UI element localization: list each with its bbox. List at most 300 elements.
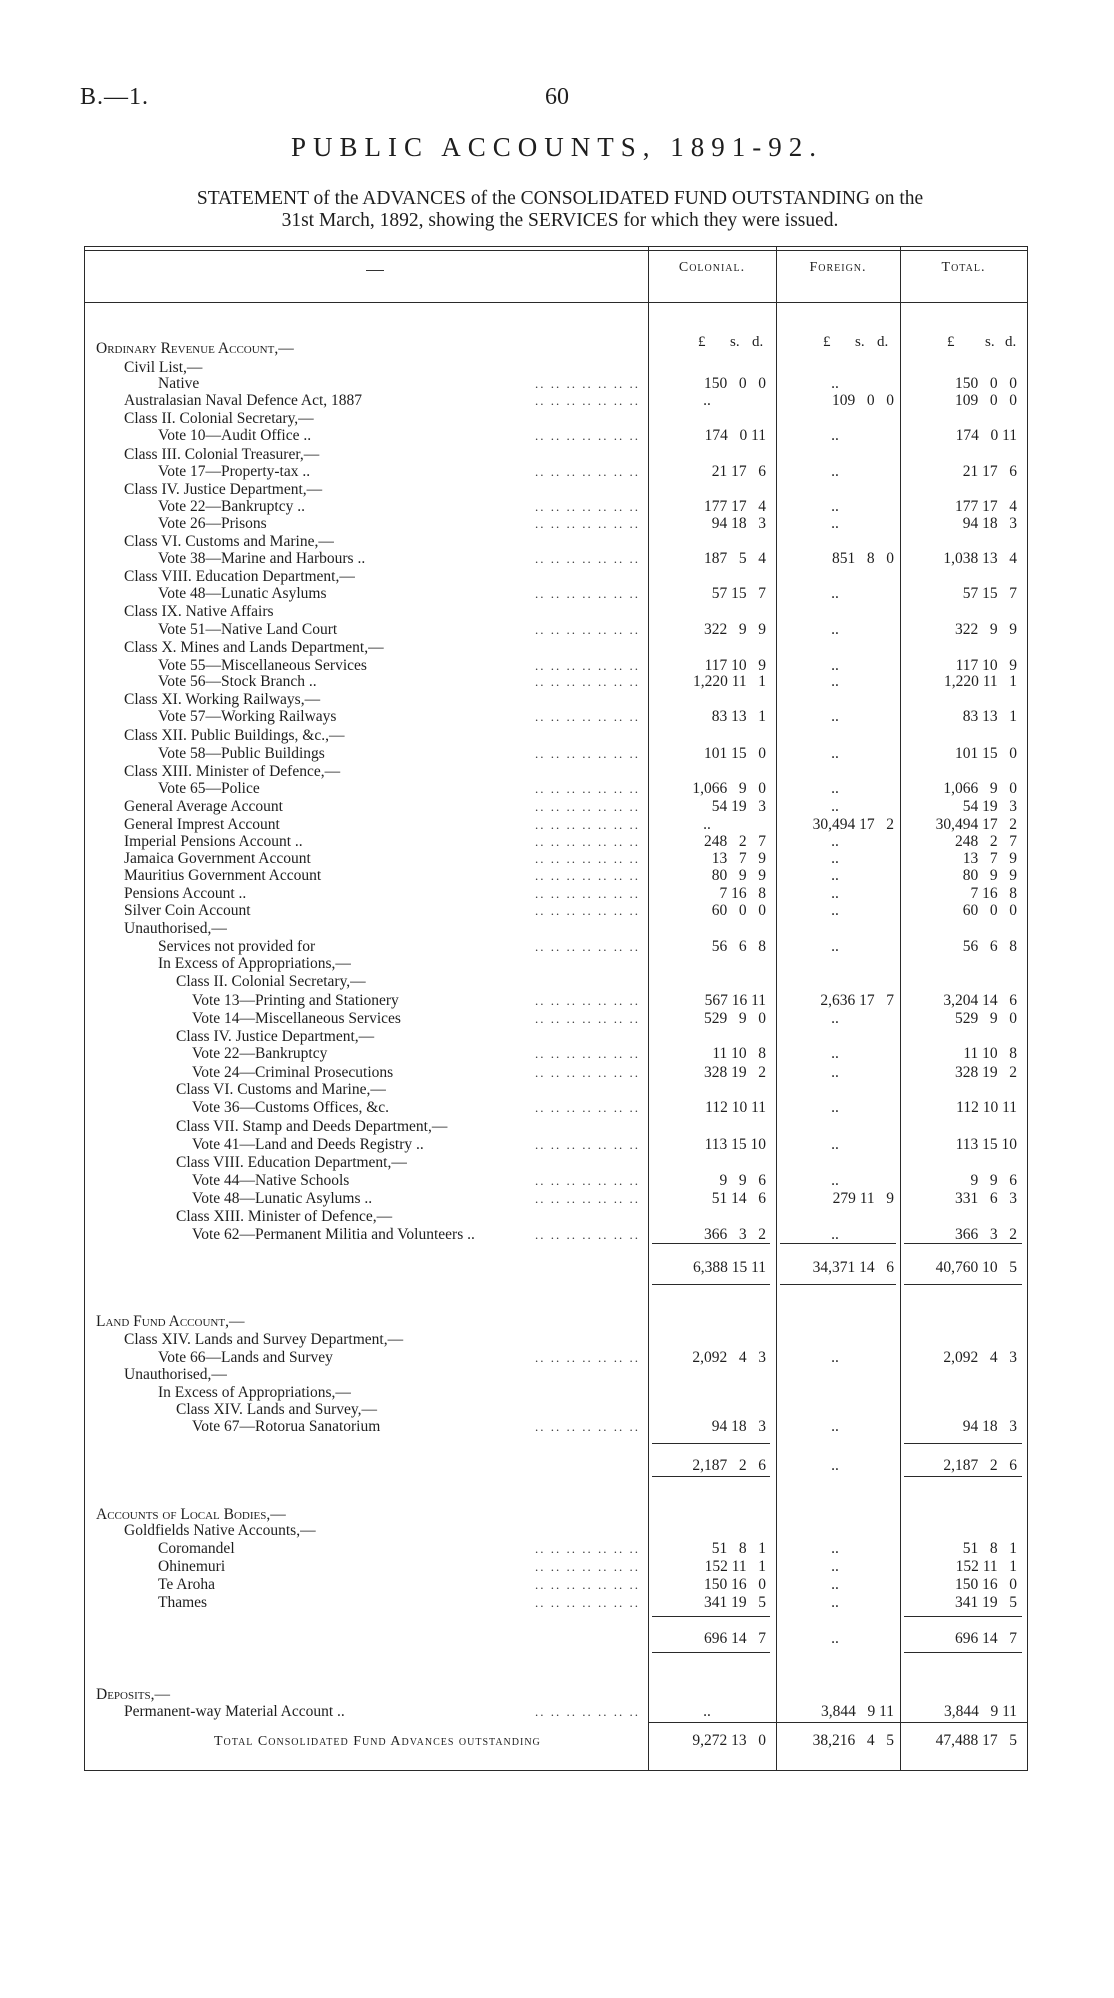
row-label: Goldfields Native Accounts,— bbox=[124, 1522, 316, 1539]
row-label: Civil List,— bbox=[124, 359, 203, 376]
row-label: Vote 24—Criminal Prosecutions bbox=[192, 1064, 394, 1081]
grand-total-rule bbox=[648, 1722, 1028, 1723]
row-label: Class X. Mines and Lands Department,— bbox=[124, 639, 384, 656]
unit-pence: d. bbox=[1005, 334, 1017, 350]
table-row bbox=[0, 727, 1114, 745]
table-row bbox=[0, 1594, 1114, 1612]
amount-colonial: 150 0 0 bbox=[704, 375, 766, 392]
amount-colonial: 567 16 11 bbox=[704, 992, 766, 1009]
amount-colonial: 1,220 11 1 bbox=[692, 673, 766, 690]
statement-heading-line-1: STATEMENT of the ADVANCES of the CONSOLIDATED FUND OUTSTANDING on the bbox=[196, 188, 924, 209]
table-row bbox=[0, 568, 1114, 586]
amount-colonial: 54 19 3 bbox=[711, 798, 766, 815]
row-label: Vote 67—Rotorua Sanatorium bbox=[192, 1418, 381, 1435]
subtotal-rule bbox=[780, 1243, 896, 1244]
subtotal-rule bbox=[652, 1443, 770, 1444]
table-row bbox=[0, 816, 1114, 834]
amount-colonial: 6,388 15 11 bbox=[692, 1259, 766, 1276]
dot-leader: .. .. .. .. .. .. .. bbox=[535, 1137, 640, 1152]
row-label: Class IV. Justice Department,— bbox=[176, 1028, 375, 1045]
row-label: Class XII. Public Buildings, &c.,— bbox=[124, 727, 345, 744]
amount-foreign: .. bbox=[831, 1045, 839, 1062]
amount-foreign: .. bbox=[831, 780, 839, 797]
dot-leader: .. .. .. .. .. .. .. bbox=[535, 658, 640, 673]
subtotal-rule bbox=[904, 1652, 1022, 1653]
amount-total: 54 19 3 bbox=[962, 798, 1017, 815]
amount-total: 150 16 0 bbox=[955, 1576, 1017, 1593]
unit-shillings: s. bbox=[985, 334, 995, 350]
row-label: Jamaica Government Account bbox=[124, 850, 311, 867]
table-row bbox=[0, 867, 1114, 885]
row-label: Vote 14—Miscellaneous Services bbox=[192, 1010, 401, 1027]
dot-leader: .. .. .. .. .. .. .. bbox=[535, 1011, 640, 1026]
amount-colonial: 174 0 11 bbox=[704, 427, 766, 444]
amount-total: 529 9 0 bbox=[955, 1010, 1017, 1027]
table-row bbox=[0, 585, 1114, 603]
amount-total: 113 15 10 bbox=[955, 1136, 1017, 1153]
subtotal-rule bbox=[652, 1243, 770, 1244]
amount-foreign: .. bbox=[831, 1457, 839, 1474]
dot-leader: .. .. .. .. .. .. .. bbox=[535, 886, 640, 901]
amount-colonial: 1,066 9 0 bbox=[692, 780, 766, 797]
table-row bbox=[0, 1154, 1114, 1172]
amount-total: 56 6 8 bbox=[962, 938, 1017, 955]
dot-leader: .. .. .. .. .. .. .. bbox=[535, 993, 640, 1008]
amount-colonial: 177 17 4 bbox=[704, 498, 766, 515]
subtotal-row bbox=[0, 1630, 1114, 1648]
amount-foreign: .. bbox=[831, 1558, 839, 1575]
amount-foreign: .. bbox=[831, 798, 839, 815]
amount-foreign: .. bbox=[831, 867, 839, 884]
amount-colonial: 529 9 0 bbox=[704, 1010, 766, 1027]
amount-total: 150 0 0 bbox=[955, 375, 1017, 392]
amount-colonial: 9 9 6 bbox=[719, 1172, 766, 1189]
subtotal-rule bbox=[904, 1476, 1022, 1477]
row-label: Silver Coin Account bbox=[124, 902, 251, 919]
amount-total: 80 9 9 bbox=[962, 867, 1017, 884]
table-row bbox=[0, 533, 1114, 551]
amount-total: 328 19 2 bbox=[955, 1064, 1017, 1081]
amount-total: 83 13 1 bbox=[962, 708, 1017, 725]
table-row bbox=[0, 427, 1114, 445]
unit-shillings: s. bbox=[730, 334, 740, 350]
table-row bbox=[0, 1010, 1114, 1028]
amount-colonial: 7 16 8 bbox=[719, 885, 766, 902]
dot-leader: .. .. .. .. .. .. .. bbox=[535, 1350, 640, 1365]
subtotal-rule bbox=[780, 1284, 896, 1285]
table-row bbox=[0, 920, 1114, 938]
table-row bbox=[0, 955, 1114, 973]
row-label: Class III. Colonial Treasurer,— bbox=[124, 446, 320, 463]
row-label: General Average Account bbox=[124, 798, 283, 815]
amount-total: 7 16 8 bbox=[970, 885, 1017, 902]
subtotal-rule bbox=[652, 1476, 770, 1477]
row-label: Vote 62—Permanent Militia and Volunteers .. bbox=[192, 1226, 475, 1243]
row-label: Thames bbox=[158, 1594, 208, 1611]
table-row bbox=[0, 1558, 1114, 1576]
table-row bbox=[0, 340, 1114, 358]
row-label: In Excess of Appropriations,— bbox=[158, 1384, 351, 1401]
amount-total: 94 18 3 bbox=[962, 515, 1017, 532]
amount-total: 117 10 9 bbox=[955, 657, 1017, 674]
amount-foreign: .. bbox=[831, 515, 839, 532]
row-label: Vote 38—Marine and Harbours .. bbox=[158, 550, 366, 567]
row-label: Coromandel bbox=[158, 1540, 235, 1557]
row-label: Class XI. Working Railways,— bbox=[124, 691, 321, 708]
table-row bbox=[0, 463, 1114, 481]
table-row bbox=[0, 1045, 1114, 1063]
row-label: Vote 36—Customs Offices, &c. bbox=[192, 1099, 390, 1116]
table-row bbox=[0, 392, 1114, 410]
table-row bbox=[0, 1118, 1114, 1136]
table-row bbox=[0, 1136, 1114, 1154]
table-row bbox=[0, 639, 1114, 657]
amount-foreign: .. bbox=[831, 498, 839, 515]
table-row bbox=[0, 1028, 1114, 1046]
amount-total: 3,204 14 6 bbox=[943, 992, 1017, 1009]
amount-total: 1,066 9 0 bbox=[943, 780, 1017, 797]
table-row bbox=[0, 1081, 1114, 1099]
row-label: Australasian Naval Defence Act, 1887 bbox=[124, 392, 363, 409]
amount-colonial: .. bbox=[703, 392, 711, 409]
row-label: Class XIV. Lands and Survey,— bbox=[176, 1401, 378, 1418]
dot-leader: .. .. .. .. .. .. .. bbox=[535, 709, 640, 724]
amount-total: 112 10 11 bbox=[956, 1099, 1017, 1116]
dot-leader: .. .. .. .. .. .. .. bbox=[535, 834, 640, 849]
amount-total: 696 14 7 bbox=[955, 1630, 1017, 1647]
table-row bbox=[0, 621, 1114, 639]
table-row bbox=[0, 708, 1114, 726]
amount-foreign: 30,494 17 2 bbox=[812, 816, 894, 833]
amount-foreign: .. bbox=[831, 850, 839, 867]
table-row bbox=[0, 673, 1114, 691]
dot-leader: .. .. .. .. .. .. .. bbox=[535, 799, 640, 814]
amount-colonial: 11 10 8 bbox=[712, 1045, 766, 1062]
unit-pound: £ bbox=[698, 334, 706, 350]
table-row bbox=[0, 1190, 1114, 1208]
section-heading: Deposits,— bbox=[96, 1686, 170, 1703]
amount-colonial: 94 18 3 bbox=[711, 515, 766, 532]
dot-leader: .. .. .. .. .. .. .. bbox=[535, 1541, 640, 1556]
amount-colonial: 51 14 6 bbox=[711, 1190, 766, 1207]
row-label: Imperial Pensions Account .. bbox=[124, 833, 303, 850]
dot-leader: .. .. .. .. .. .. .. bbox=[535, 499, 640, 514]
description-header-dash bbox=[366, 270, 384, 271]
unit-pound: £ bbox=[947, 334, 955, 350]
amount-foreign: .. bbox=[831, 1010, 839, 1027]
row-label: Vote 58—Public Buildings bbox=[158, 745, 325, 762]
amount-total: 40,760 10 5 bbox=[935, 1259, 1017, 1276]
table-row bbox=[0, 1226, 1114, 1244]
row-label: Vote 48—Lunatic Asylums .. bbox=[192, 1190, 373, 1207]
table-row bbox=[0, 1540, 1114, 1558]
amount-foreign: .. bbox=[831, 657, 839, 674]
row-label: Pensions Account .. bbox=[124, 885, 247, 902]
amount-colonial: 117 10 9 bbox=[704, 657, 766, 674]
table-row bbox=[0, 1576, 1114, 1594]
row-label: Class XIV. Lands and Survey Department,— bbox=[124, 1331, 404, 1348]
dot-leader: .. .. .. .. .. .. .. bbox=[535, 746, 640, 761]
table-row bbox=[0, 780, 1114, 798]
amount-colonial: 2,187 2 6 bbox=[692, 1457, 766, 1474]
grand-total-row bbox=[0, 1732, 1114, 1750]
row-label: Class II. Colonial Secretary,— bbox=[176, 973, 366, 990]
amount-colonial: 56 6 8 bbox=[711, 938, 766, 955]
row-label: Vote 65—Police bbox=[158, 780, 260, 797]
table-row bbox=[0, 515, 1114, 533]
dot-leader: .. .. .. .. .. .. .. bbox=[535, 393, 640, 408]
dot-leader: .. .. .. .. .. .. .. bbox=[535, 551, 640, 566]
page-title: PUBLIC ACCOUNTS, 1891-92. bbox=[290, 132, 824, 162]
amount-foreign: .. bbox=[831, 621, 839, 638]
amount-total: 30,494 17 2 bbox=[935, 816, 1017, 833]
subtotal-rule bbox=[904, 1284, 1022, 1285]
table-row bbox=[0, 691, 1114, 709]
dot-leader: .. .. .. .. .. .. .. bbox=[535, 1559, 640, 1574]
dot-leader: .. .. .. .. .. .. .. bbox=[535, 516, 640, 531]
unit-shillings: s. bbox=[855, 334, 865, 350]
subtotal-rule bbox=[904, 1443, 1022, 1444]
amount-total: 109 0 0 bbox=[955, 392, 1017, 409]
amount-colonial: .. bbox=[703, 1703, 711, 1720]
amount-total: 11 10 8 bbox=[963, 1045, 1017, 1062]
amount-total: 1,220 11 1 bbox=[943, 673, 1017, 690]
amount-colonial: 328 19 2 bbox=[704, 1064, 766, 1081]
table-row bbox=[0, 833, 1114, 851]
dot-leader: .. .. .. .. .. .. .. bbox=[535, 622, 640, 637]
amount-total: 331 6 3 bbox=[955, 1190, 1017, 1207]
amount-foreign: .. bbox=[831, 938, 839, 955]
section-heading: Accounts of Local Bodies,— bbox=[96, 1506, 286, 1523]
table-row bbox=[0, 973, 1114, 991]
row-label: General Imprest Account bbox=[124, 816, 280, 833]
amount-total: 21 17 6 bbox=[962, 463, 1017, 480]
dot-leader: .. .. .. .. .. .. .. bbox=[535, 1046, 640, 1061]
table-row bbox=[0, 850, 1114, 868]
section-heading: Ordinary Revenue Account,— bbox=[96, 340, 294, 357]
amount-foreign: 109 0 0 bbox=[832, 392, 894, 409]
table-row bbox=[0, 992, 1114, 1010]
amount-foreign: 851 8 0 bbox=[832, 550, 894, 567]
amount-colonial: 83 13 1 bbox=[711, 708, 766, 725]
dot-leader: .. .. .. .. .. .. .. bbox=[535, 1595, 640, 1610]
amount-foreign: .. bbox=[831, 708, 839, 725]
dot-leader: .. .. .. .. .. .. .. bbox=[535, 376, 640, 391]
table-row bbox=[0, 481, 1114, 499]
amount-foreign: .. bbox=[831, 833, 839, 850]
amount-colonial: 51 8 1 bbox=[711, 1540, 766, 1557]
subtotal-rule bbox=[904, 1616, 1022, 1617]
row-label: Vote 48—Lunatic Asylums bbox=[158, 585, 327, 602]
dot-leader: .. .. .. .. .. .. .. bbox=[535, 1577, 640, 1592]
amount-foreign: .. bbox=[831, 745, 839, 762]
amount-total: 322 9 9 bbox=[955, 621, 1017, 638]
row-label: Class XIII. Minister of Defence,— bbox=[176, 1208, 393, 1225]
dot-leader: .. .. .. .. .. .. .. bbox=[535, 674, 640, 689]
dot-leader: .. .. .. .. .. .. .. bbox=[535, 1227, 640, 1242]
subtotal-rule bbox=[652, 1616, 770, 1617]
row-label: Vote 26—Prisons bbox=[158, 515, 267, 532]
amount-total: 152 11 1 bbox=[955, 1558, 1017, 1575]
grand-total-foreign: 38,216 4 5 bbox=[812, 1732, 894, 1749]
table-top-rule bbox=[84, 246, 1028, 247]
table-row bbox=[0, 1349, 1114, 1367]
table-row bbox=[0, 1522, 1114, 1540]
row-label: Vote 44—Native Schools bbox=[192, 1172, 350, 1189]
amount-colonial: 248 2 7 bbox=[704, 833, 766, 850]
table-row bbox=[0, 1366, 1114, 1384]
amount-foreign: .. bbox=[831, 1418, 839, 1435]
table-row bbox=[0, 885, 1114, 903]
amount-total: 3,844 9 11 bbox=[943, 1703, 1017, 1720]
table-row bbox=[0, 1099, 1114, 1117]
report-reference: B.—1. bbox=[80, 84, 150, 110]
table-row bbox=[0, 1703, 1114, 1721]
row-label: Ohinemuri bbox=[158, 1558, 226, 1575]
row-label: Vote 22—Bankruptcy .. bbox=[158, 498, 305, 515]
unit-pence: d. bbox=[752, 334, 764, 350]
grand-total-colonial: 9,272 13 0 bbox=[692, 1732, 766, 1749]
table-row bbox=[0, 938, 1114, 956]
amount-foreign: .. bbox=[831, 427, 839, 444]
row-label: Vote 17—Property-tax .. bbox=[158, 463, 311, 480]
amount-foreign: .. bbox=[831, 585, 839, 602]
row-label: Unauthorised,— bbox=[124, 1366, 227, 1383]
table-row bbox=[0, 798, 1114, 816]
amount-colonial: 187 5 4 bbox=[704, 550, 766, 567]
amount-foreign: .. bbox=[831, 1594, 839, 1611]
amount-colonial: 341 19 5 bbox=[704, 1594, 766, 1611]
amount-colonial: 366 3 2 bbox=[704, 1226, 766, 1243]
row-label: Class II. Colonial Secretary,— bbox=[124, 410, 314, 427]
subtotal-row bbox=[0, 1457, 1114, 1475]
amount-colonial: 152 11 1 bbox=[704, 1558, 766, 1575]
amount-total: 174 0 11 bbox=[955, 427, 1017, 444]
table-row bbox=[0, 902, 1114, 920]
dot-leader: .. .. .. .. .. .. .. bbox=[535, 939, 640, 954]
row-label: Class VIII. Education Department,— bbox=[176, 1154, 407, 1171]
amount-total: 2,092 4 3 bbox=[943, 1349, 1017, 1366]
amount-total: 341 19 5 bbox=[955, 1594, 1017, 1611]
grand-total-label: Total Consolidated Fund Advances outstanding bbox=[214, 1734, 541, 1749]
row-label: Vote 57—Working Railways bbox=[158, 708, 337, 725]
row-label: Vote 66—Lands and Survey bbox=[158, 1349, 333, 1366]
amount-total: 57 15 7 bbox=[962, 585, 1017, 602]
row-label: Unauthorised,— bbox=[124, 920, 227, 937]
table-row bbox=[0, 550, 1114, 568]
table-row bbox=[0, 410, 1114, 428]
section-heading: Land Fund Account,— bbox=[96, 1313, 245, 1330]
table-row bbox=[0, 1401, 1114, 1419]
amount-total: 51 8 1 bbox=[962, 1540, 1017, 1557]
dot-leader: .. .. .. .. .. .. .. bbox=[535, 1419, 640, 1434]
table-row bbox=[0, 1064, 1114, 1082]
amount-foreign: 34,371 14 6 bbox=[812, 1259, 894, 1276]
dot-leader: .. .. .. .. .. .. .. bbox=[535, 781, 640, 796]
table-row bbox=[0, 1172, 1114, 1190]
table-row bbox=[0, 1418, 1114, 1436]
dot-leader: .. .. .. .. .. .. .. bbox=[535, 428, 640, 443]
amount-colonial: 60 0 0 bbox=[711, 902, 766, 919]
amount-total: 60 0 0 bbox=[962, 902, 1017, 919]
row-label: Native bbox=[158, 375, 200, 392]
amount-foreign: .. bbox=[831, 902, 839, 919]
table-row bbox=[0, 603, 1114, 621]
column-header-colonial: Colonial. bbox=[678, 260, 746, 275]
column-header-foreign: Foreign. bbox=[809, 260, 867, 275]
subtotal-rule bbox=[904, 1243, 1022, 1244]
table-row bbox=[0, 1686, 1114, 1704]
page-number: 60 bbox=[545, 84, 569, 110]
table-row bbox=[0, 763, 1114, 781]
dot-leader: .. .. .. .. .. .. .. bbox=[535, 464, 640, 479]
amount-colonial: 80 9 9 bbox=[711, 867, 766, 884]
row-label: Class IV. Justice Department,— bbox=[124, 481, 323, 498]
amount-colonial: 94 18 3 bbox=[711, 1418, 766, 1435]
dot-leader: .. .. .. .. .. .. .. bbox=[535, 868, 640, 883]
dot-leader: .. .. .. .. .. .. .. bbox=[535, 1704, 640, 1719]
amount-foreign: .. bbox=[831, 673, 839, 690]
amount-foreign: .. bbox=[831, 1099, 839, 1116]
table-row bbox=[0, 1208, 1114, 1226]
row-label: Vote 10—Audit Office .. bbox=[158, 427, 312, 444]
amount-foreign: .. bbox=[831, 463, 839, 480]
row-label: In Excess of Appropriations,— bbox=[158, 955, 351, 972]
amount-colonial: 13 7 9 bbox=[711, 850, 766, 867]
table-row bbox=[0, 1313, 1114, 1331]
row-label: Vote 51—Native Land Court bbox=[158, 621, 338, 638]
amount-foreign: .. bbox=[831, 1172, 839, 1189]
table-row bbox=[0, 1331, 1114, 1349]
subtotal-rule bbox=[652, 1652, 770, 1653]
row-label: Te Aroha bbox=[158, 1576, 216, 1593]
table-row bbox=[0, 446, 1114, 464]
table-row bbox=[0, 1384, 1114, 1402]
unit-pence: d. bbox=[877, 334, 889, 350]
amount-foreign: .. bbox=[831, 375, 839, 392]
amount-colonial: 322 9 9 bbox=[704, 621, 766, 638]
row-label: Permanent-way Material Account .. bbox=[124, 1703, 345, 1720]
row-label: Vote 56—Stock Branch .. bbox=[158, 673, 317, 690]
table-row bbox=[0, 745, 1114, 763]
amount-total: 94 18 3 bbox=[962, 1418, 1017, 1435]
amount-foreign: .. bbox=[831, 1226, 839, 1243]
header-bottom-rule bbox=[84, 302, 1028, 303]
amount-foreign: .. bbox=[831, 1576, 839, 1593]
amount-foreign: .. bbox=[831, 1136, 839, 1153]
amount-colonial: 101 15 0 bbox=[704, 745, 766, 762]
amount-total: 1,038 13 4 bbox=[943, 550, 1017, 567]
amount-foreign: 279 11 9 bbox=[832, 1190, 894, 1207]
column-header-total: Total. bbox=[941, 260, 986, 275]
dot-leader: .. .. .. .. .. .. .. bbox=[535, 851, 640, 866]
amount-total: 13 7 9 bbox=[962, 850, 1017, 867]
subtotal-rule bbox=[652, 1284, 770, 1285]
amount-total: 101 15 0 bbox=[955, 745, 1017, 762]
table-bottom-rule bbox=[84, 1770, 1028, 1771]
table-row bbox=[0, 375, 1114, 393]
row-label: Mauritius Government Account bbox=[124, 867, 322, 884]
row-label: Vote 13—Printing and Stationery bbox=[192, 992, 399, 1009]
amount-foreign: .. bbox=[831, 1540, 839, 1557]
amount-foreign: .. bbox=[831, 1349, 839, 1366]
amount-colonial: 2,092 4 3 bbox=[692, 1349, 766, 1366]
amount-colonial: 21 17 6 bbox=[711, 463, 766, 480]
row-label: Class IX. Native Affairs bbox=[124, 603, 274, 620]
amount-total: 2,187 2 6 bbox=[943, 1457, 1017, 1474]
dot-leader: .. .. .. .. .. .. .. bbox=[535, 1100, 640, 1115]
row-label: Class VII. Stamp and Deeds Department,— bbox=[176, 1118, 448, 1135]
